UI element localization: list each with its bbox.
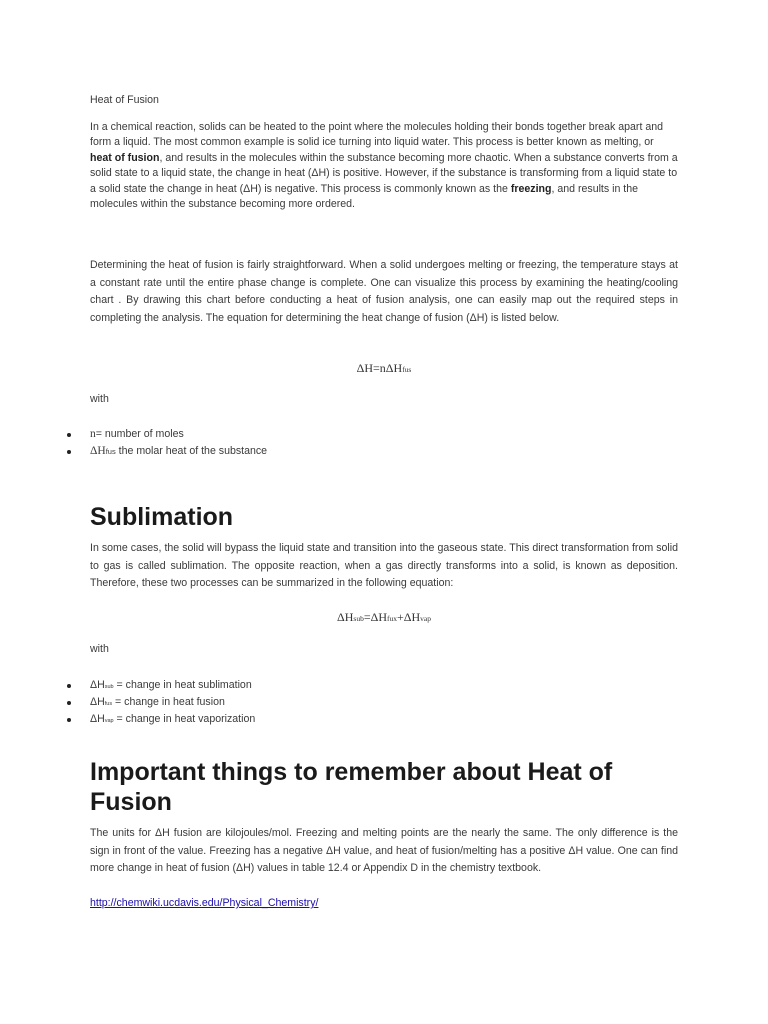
- equation-sublimation: [90, 610, 678, 625]
- document-title: Heat of Fusion: [90, 94, 159, 106]
- chemwiki-link[interactable]: http://chemwiki.ucdavis.edu/Physical_Chemistry/: [90, 897, 319, 909]
- eq2-a-sub: sub: [353, 614, 364, 623]
- list-symbol: n: [90, 428, 96, 440]
- list-item: [64, 426, 267, 443]
- eq2-c-sub: vap: [420, 614, 431, 623]
- eq2-b-sub: fux: [386, 614, 397, 623]
- list-text: = change in heat vaporization: [113, 713, 256, 725]
- list-item: [64, 711, 255, 728]
- eq2-a: ΔH: [337, 610, 354, 624]
- eq2-c: +ΔH: [396, 610, 421, 624]
- heading-sublimation: Sublimation: [90, 503, 234, 531]
- list-symbol: ΔH: [90, 679, 105, 691]
- freezing-term: freezing: [510, 182, 552, 195]
- list-sub: vap: [104, 718, 114, 724]
- eq1-main: ΔH=nΔH: [356, 361, 403, 375]
- with-label-2: with: [90, 643, 109, 655]
- paragraph-determining: Determining the heat of fusion is fairly straightforward. When a solid undergoes melting or freezing, the temperature stays at a constant rate until the entire phase change is complete. One can visualize this process by examining the heating/cooling chart . By drawing this chart before conducting a heat of fusion analysis, one can easily map out the required steps in completing the analysis. The equation for determining the heat change of fusion (ΔH) is listed below.: [90, 259, 678, 324]
- variable-list-1: [64, 426, 267, 460]
- list-symbol: ΔH: [90, 713, 105, 725]
- list-text: = change in heat sublimation: [113, 679, 252, 691]
- list-sub: sub: [104, 684, 114, 690]
- paragraph-sublimation: In some cases, the solid will bypass the liquid state and transition into the gaseous state. This direct transformation from solid to gas is called sublimation. The opposite reaction, when a gas directly transforms into a solid, is known as deposition. Therefore, these two processes can be summarized in the following equation:: [90, 542, 678, 589]
- with-label-1: with: [90, 393, 109, 405]
- intro-text-d: , and results in the molecules within the substance becoming more ordered.: [90, 182, 639, 211]
- intro-text-c: , and results in the molecules within the substance becoming more chaotic. When a substance converts from a solid state to a liquid state, the change in heat (ΔH) is positive. However, if the substance is transforming from a liquid state to a solid state the change in heat (ΔH) is negative. This process is commonly known as the: [90, 151, 678, 195]
- list-text: the molar heat of the substance: [115, 445, 268, 457]
- list-sub: fus: [104, 701, 113, 707]
- variable-list-2: [64, 677, 255, 728]
- list-sub: fus: [105, 447, 116, 456]
- eq1-sub: fus: [402, 365, 412, 374]
- list-item: [64, 443, 267, 460]
- list-text: = number of moles: [95, 428, 184, 440]
- eq2-b: =ΔH: [363, 610, 387, 624]
- heading-important-things: Important things to remember about Heat of Fusion: [90, 758, 613, 816]
- paragraph-intro: [90, 120, 678, 212]
- list-text: = change in heat fusion: [112, 696, 225, 708]
- paragraph-important: The units for ΔH fusion are kilojoules/mol. Freezing and melting points are the nearly the same. The only difference is the sign in front of the value. Freezing has a negative ΔH value, and heat of fusion/melting has a positive ΔH value. One can find more change in heat of fusion (ΔH) values in table 12.4 or Appendix D in the chemistry textbook.: [90, 827, 678, 874]
- heat-of-fusion-term: heat of fusion: [90, 151, 160, 164]
- list-symbol: ΔH: [90, 696, 105, 708]
- list-item: [64, 694, 255, 711]
- intro-text-a: In a chemical reaction, solids can be heated to the point where the molecules holding their bonds together break apart and form a liquid. The most common example is solid ice turning into liquid water. This process is better known as melting, or: [90, 121, 664, 149]
- list-symbol: ΔH: [90, 445, 106, 457]
- list-item: [64, 677, 255, 694]
- equation-heat-of-fusion: [90, 361, 678, 376]
